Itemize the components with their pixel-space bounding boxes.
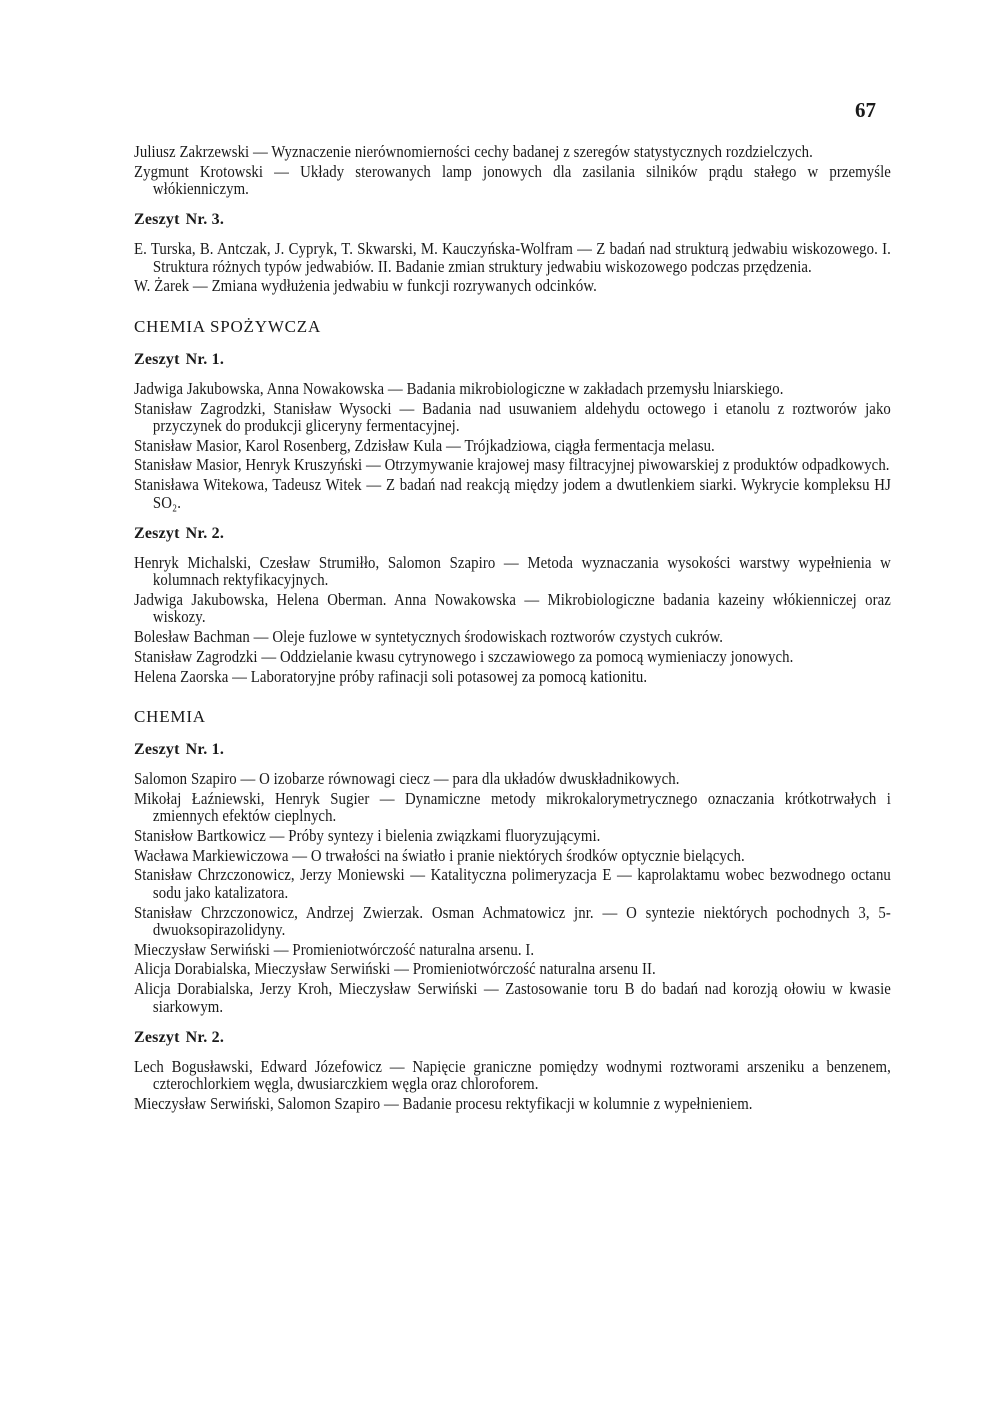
entry: Helena Zaorska — Laboratoryjne próby rafinacji soli potasowej za pomocą kationitu.: [134, 666, 648, 686]
entry: Stanisław Chrzczonowicz, Jerzy Moniewski — Katalityczna polimeryzacja E — kaprolaktamu wobec bezwodnego octanu sodu jako katalizatora.: [134, 865, 891, 902]
entry: E. Turska, B. Antczak, J. Cypryk, T. Skwarski, M. Kauczyńska-Wolfram — Z badań nad strukturą jedwabiu wiskozowego. I. Struktura różnych typów jedwabiów. II. Badanie zmian struktury jedwabiu wiskozowego podczas przędzenia.: [134, 239, 891, 276]
issue-heading: [134, 211, 872, 229]
entry: Stanisław Masior, Henryk Kruszyński — Otrzymywanie krajowej masy filtracyjnej piwowarskiej z produktów odpadkowych.: [134, 455, 890, 475]
entry: Jadwiga Jakubowska, Anna Nowakowska — Badania mikrobiologiczne w zakładach przemysłu lniarskiego.: [134, 378, 784, 398]
entry: Salomon Szapiro — O izobarze równowagi ciecz — para dla układów dwuskładnikowych.: [134, 768, 680, 788]
entry: Bolesław Bachman — Oleje fuzlowe w syntetycznych środowiskach roztworów czystych cukrów.: [134, 627, 724, 647]
entry: Wacława Markiewiczowa — O trwałości na światło i pranie niektórych środków optycznie bielących.: [134, 845, 745, 865]
entry: Stanisłow Bartkowicz — Próby syntezy i bielenia związkami fluoryzującymi.: [134, 825, 601, 845]
entry: Stanisław Zagrodzki — Oddzielanie kwasu cytrynowego i szczawiowego za pomocą wymieniaczy jonowych.: [134, 646, 794, 666]
entry: Stanisław Masior, Karol Rosenberg, Zdzisław Kula — Trójkadziowa, ciągła fermentacja melasu.: [134, 435, 715, 455]
entry: Mieczysław Serwiński, Salomon Szapiro — Badanie procesu rektyfikacji w kolumnie z wypełnieniem.: [134, 1093, 753, 1113]
issue-label: Zeszyt: [134, 1028, 180, 1046]
entry: Jadwiga Jakubowska, Helena Oberman. Anna Nowakowska — Mikrobiologiczne badania kazeiny włókienniczej oraz wiskozy.: [134, 589, 891, 627]
entry: Henryk Michalski, Czesław Strumiłło, Salomon Szapiro — Metoda wyznaczania wysokości warstwy wypełnienia w kolumnach rektyfikacyjnych.: [134, 552, 891, 590]
issue-number: Nr. 3.: [185, 211, 225, 229]
publication-list: [134, 142, 891, 1115]
issue-number: Nr. 1.: [185, 350, 225, 368]
entry: Alicja Dorabialska, Mieczysław Serwiński — Promieniotwórczość naturalna arsenu II.: [134, 959, 656, 979]
issue-heading: [134, 741, 872, 759]
entry: Stanisław Chrzczonowicz, Andrzej Zwierzak. Osman Achmatowicz jnr. — O syntezie niektórych pochodnych 3, 5-dwuoksopirazolidyny.: [134, 902, 891, 939]
issue-heading: [134, 1029, 872, 1047]
section-heading: CHEMIA: [134, 706, 206, 726]
entry: Alicja Dorabialska, Jerzy Kroh, Mieczysław Serwiński — Zastosowanie toru B do badań nad korozją ołowiu w kwasie siarkowym.: [134, 979, 891, 1016]
issue-label: Zeszyt: [134, 350, 180, 368]
entry: Zygmunt Krotowski — Układy sterowanych lamp jonowych dla zasilania silników prądu stałego w przemyśle włókienniczym.: [134, 161, 891, 199]
entry: Mieczysław Serwiński — Promieniotwórczość naturalna arsenu. I.: [134, 939, 535, 959]
entry: Mikołaj Łaźniewski, Henryk Sugier — Dynamiczne metody mikrokalorymetrycznego oznaczania krótkotrwałych i zmiennych efektów cieplnych.: [134, 788, 891, 826]
issue-number: Nr. 2.: [185, 524, 225, 542]
section-heading: CHEMIA SPOŻYWCZA: [134, 316, 322, 336]
issue-heading: [134, 525, 872, 543]
entry: Juliusz Zakrzewski — Wyznaczenie nierównomierności cechy badanej z szeregów statystycznych rozdzielczych.: [134, 142, 813, 161]
entry: W. Żarek — Zmiana wydłużenia jedwabiu w funkcji rozrywanych odcinków.: [134, 276, 597, 296]
issue-label: Zeszyt: [134, 740, 180, 758]
issue-number: Nr. 1.: [185, 740, 225, 758]
issue-label: Zeszyt: [134, 211, 180, 229]
page-number: 67: [855, 98, 876, 122]
issue-heading: [134, 351, 872, 369]
entry: Stanisława Witekowa, Tadeusz Witek — Z badań nad reakcją między jodem a dwutlenkiem siarki. Wykrycie kompleksu HJ SO₂.: [134, 475, 891, 512]
entry: Stanisław Zagrodzki, Stanisław Wysocki — Badania nad usuwaniem aldehydu octowego i etanolu z roztworów jako przyczynek do produkcji gliceryny fermentacyjnej.: [134, 398, 891, 435]
issue-label: Zeszyt: [134, 524, 180, 542]
issue-number: Nr. 2.: [185, 1028, 225, 1046]
entry: Lech Bogusławski, Edward Józefowicz — Napięcie graniczne pomiędzy wodnymi roztworami arszeniku a benzenem, czterochlorkiem węgla, dwusiarczkiem węgla oraz chloroforem.: [134, 1056, 891, 1094]
